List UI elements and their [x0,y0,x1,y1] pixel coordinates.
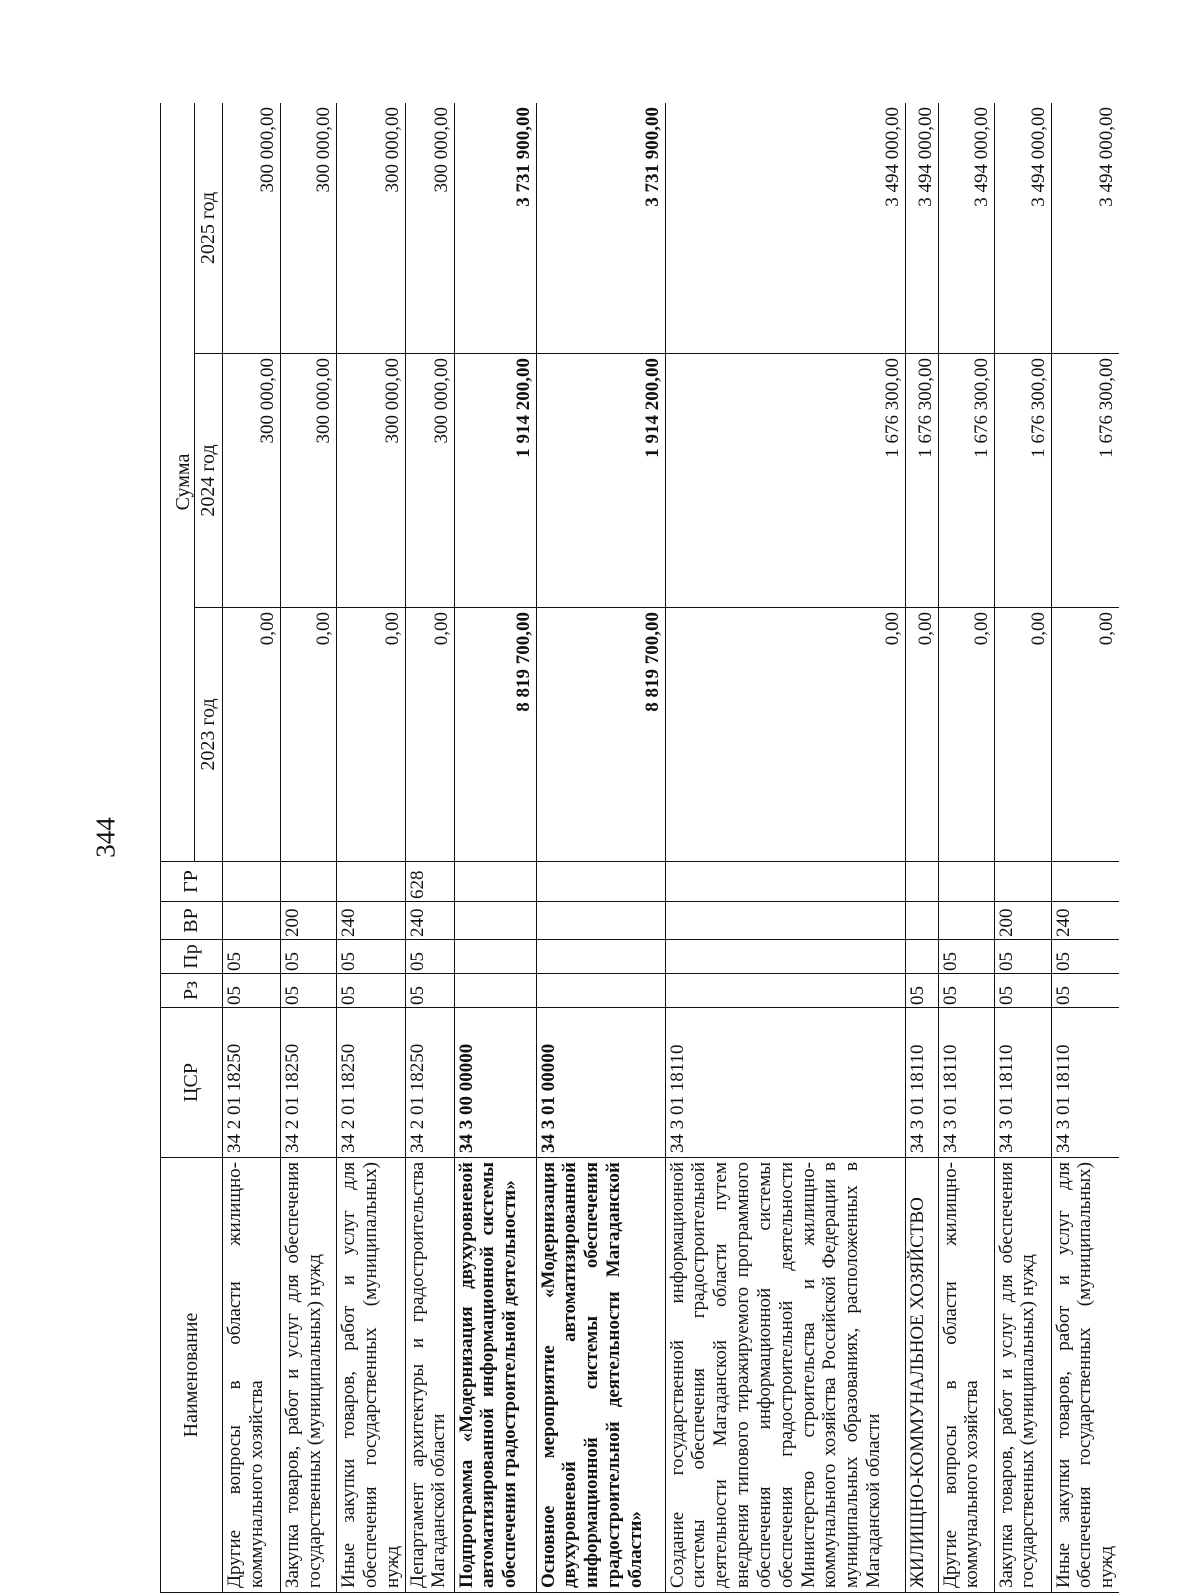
rotated-table-wrapper [160,103,1119,1593]
cell-csr: 34 3 01 00000 [536,1008,665,1158]
cell-vr: 240 [405,902,454,940]
cell-csr: 34 3 00 00000 [454,1008,536,1158]
cell-amount-2024: 1 914 200,00 [454,354,536,608]
rotated-table-content [160,103,1119,1593]
cell-amount-2024: 300 000,00 [281,354,337,608]
cell-amount-2024: 1 676 300,00 [665,354,905,608]
cell-amount-2024: 1 676 300,00 [938,354,994,608]
cell-pr: 05 [405,940,454,974]
cell-name: Закупка товаров, работ и услуг для обеспечения государственных (муниципальных) нужд [994,1158,1051,1593]
cell-amount-2025: 3 494 000,00 [938,103,994,354]
cell-vr [905,902,938,940]
cell-amount-2023: 0,00 [994,608,1051,862]
cell-pr: 05 [223,940,281,974]
cell-amount-2023: 0,00 [337,608,406,862]
cell-csr: 34 3 01 18110 [994,1008,1051,1158]
cell-csr: 34 3 01 18110 [665,1008,905,1158]
cell-name: Другие вопросы в области жилищно-коммунального хозяйства [223,1158,281,1593]
cell-amount-2025: 3 494 000,00 [994,103,1051,354]
cell-gr [665,862,905,902]
cell-amount-2025: 3 494 000,00 [1051,103,1119,354]
cell-csr: 34 2 01 18250 [281,1008,337,1158]
cell-gr [1051,862,1119,902]
cell-vr [223,902,281,940]
cell-pr: 05 [1051,940,1119,974]
cell-csr: 34 2 01 18250 [405,1008,454,1158]
cell-rz: 05 [905,974,938,1008]
cell-name: ЖИЛИЩНО-КОММУНАЛЬНОЕ ХОЗЯЙСТВО [905,1158,938,1593]
cell-name: Иные закупки товаров, работ и услуг для обеспечения государственных (муниципальных) нужд [1051,1158,1119,1593]
cell-amount-2023: 0,00 [1051,608,1119,862]
cell-pr [454,940,536,974]
cell-amount-2025: 3 494 000,00 [905,103,938,354]
header-rz: Рз [161,974,223,1008]
page-number: 344 [90,817,121,858]
cell-pr: 05 [337,940,406,974]
header-pr: Пр [161,940,223,974]
cell-pr: 05 [281,940,337,974]
cell-rz: 05 [1051,974,1119,1008]
cell-amount-2023: 0,00 [938,608,994,862]
cell-rz [536,974,665,1008]
cell-pr [536,940,665,974]
cell-rz: 05 [994,974,1051,1008]
header-vr: ВР [161,902,223,940]
cell-amount-2023: 0,00 [665,608,905,862]
cell-csr: 34 2 01 18250 [223,1008,281,1158]
cell-vr: 200 [281,902,337,940]
cell-vr [454,902,536,940]
cell-rz: 05 [938,974,994,1008]
cell-gr [281,862,337,902]
header-sum: Сумма [161,103,195,862]
cell-amount-2024: 1 914 200,00 [536,354,665,608]
cell-amount-2025: 3 494 000,00 [665,103,905,354]
header-csr: ЦСР [161,1008,223,1158]
cell-pr: 05 [938,940,994,974]
cell-vr [536,902,665,940]
table-row [536,103,665,1593]
table-row [1051,103,1119,1593]
cell-rz: 05 [337,974,406,1008]
cell-vr [665,902,905,940]
cell-gr [938,862,994,902]
cell-rz: 05 [281,974,337,1008]
cell-name: Основное мероприятие «Модернизация двухуровневой автоматизированной информационной системы обеспечения градостроительной деятельности Магаданской области» [536,1158,665,1593]
cell-rz: 05 [405,974,454,1008]
table-body [223,103,1120,1593]
cell-gr [337,862,406,902]
table-row [994,103,1051,1593]
header-gr: ГР [161,862,223,902]
cell-gr [536,862,665,902]
table-row [665,103,905,1593]
header-2023: 2023 год [195,608,223,862]
cell-amount-2024: 1 676 300,00 [905,354,938,608]
cell-vr: 240 [337,902,406,940]
cell-amount-2024: 300 000,00 [405,354,454,608]
cell-amount-2023: 8 819 700,00 [454,608,536,862]
cell-gr: 628 [405,862,454,902]
table-row [905,103,938,1593]
cell-rz [665,974,905,1008]
table-row [405,103,454,1593]
cell-amount-2023: 0,00 [281,608,337,862]
cell-amount-2024: 300 000,00 [223,354,281,608]
cell-pr: 05 [994,940,1051,974]
cell-name: Другие вопросы в области жилищно-коммунального хозяйства [938,1158,994,1593]
budget-table [160,103,1119,1593]
cell-gr [994,862,1051,902]
cell-amount-2025: 3 731 900,00 [454,103,536,354]
cell-name: Создание государственной информационной системы обеспечения градостроительной деятельности Магаданской области путем внедрения типового тиражируемого программного обеспечения информационной системы обеспечения градостроительной деятельности Министерство строительства и жилищно-коммунального хозяйства Российской Федерации в муниципальных образованиях, расположенных в Магаданской области [665,1158,905,1593]
table-row [281,103,337,1593]
cell-vr: 200 [994,902,1051,940]
cell-csr: 34 3 01 18110 [938,1008,994,1158]
cell-amount-2025: 300 000,00 [223,103,281,354]
cell-gr [223,862,281,902]
cell-vr: 240 [1051,902,1119,940]
cell-name: Иные закупки товаров, работ и услуг для обеспечения государственных (муниципальных) нужд [337,1158,406,1593]
cell-amount-2024: 1 676 300,00 [1051,354,1119,608]
header-name: Наименование [161,1158,223,1593]
table-row [337,103,406,1593]
cell-gr [905,862,938,902]
cell-rz: 05 [223,974,281,1008]
cell-amount-2024: 300 000,00 [337,354,406,608]
cell-csr: 34 3 01 18110 [1051,1008,1119,1158]
cell-vr [938,902,994,940]
table-row [223,103,281,1593]
cell-pr [905,940,938,974]
table-row [454,103,536,1593]
cell-name: Департамент архитектуры и градостроительства Магаданской области [405,1158,454,1593]
cell-amount-2023: 8 819 700,00 [536,608,665,862]
table-row [938,103,994,1593]
cell-gr [454,862,536,902]
cell-amount-2023: 0,00 [405,608,454,862]
header-2025: 2025 год [195,103,223,354]
cell-pr [665,940,905,974]
cell-amount-2025: 300 000,00 [405,103,454,354]
cell-csr: 34 3 01 18110 [905,1008,938,1158]
header-2024: 2024 год [195,354,223,608]
cell-amount-2025: 300 000,00 [281,103,337,354]
cell-amount-2023: 0,00 [905,608,938,862]
cell-name: Закупка товаров, работ и услуг для обеспечения государственных (муниципальных) нужд [281,1158,337,1593]
cell-csr: 34 2 01 18250 [337,1008,406,1158]
cell-amount-2025: 3 731 900,00 [536,103,665,354]
cell-name: Подпрограмма «Модернизация двухуровневой автоматизированной информационной системы обеспечения градостроительной деятельности» [454,1158,536,1593]
cell-amount-2024: 1 676 300,00 [994,354,1051,608]
cell-amount-2025: 300 000,00 [337,103,406,354]
header-row-1 [161,103,195,1593]
cell-rz [454,974,536,1008]
cell-amount-2023: 0,00 [223,608,281,862]
